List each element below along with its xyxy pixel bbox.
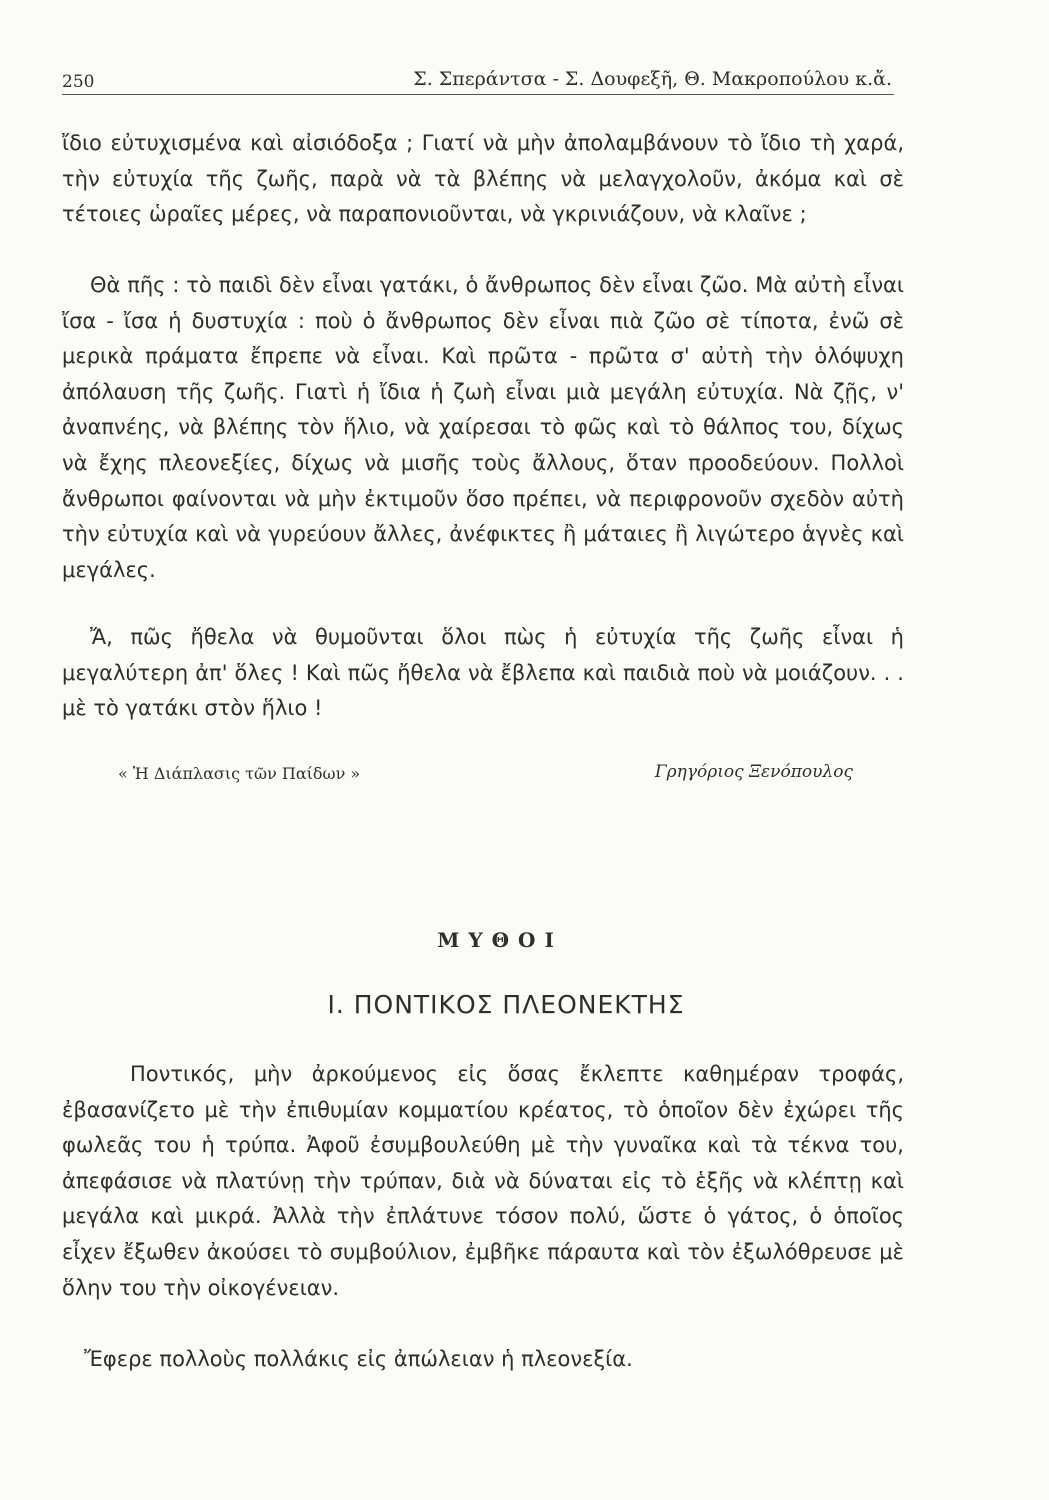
fable-moral: Ἔφερε πολλοὺς πολλάκις εἰς ἀπώλειαν ἡ πλεονεξία.: [84, 1347, 633, 1371]
paragraph-continued: ἴδιο εὐτυχισμένα καὶ αἰσιόδοξα ; Γιατί νὰ μὴν ἀπολαμβάνουν τὸ ἴδιο τὴ χαρά, τὴν εὐτυχία τῆς ζωῆς, παρὰ νὰ τὰ βλέπης νὰ μελαγχολοῦν, ἀκόμα καὶ σὲ τέτοιες ὡραῖες μέρες, νὰ παραπονιοῦνται, νὰ γκρινιάζουν, νὰ κλαῖνε ;: [62, 131, 904, 227]
source-citation: « Ἡ Διάπλασις τῶν Παίδων »: [118, 764, 361, 783]
fable-text: Ποντικός, μὴν ἀρκούμενος εἰς ὅσας ἔκλεπτε καθημέραν τροφάς, ἐβασανίζετο μὲ τὴν ἐπιθυμίαν κομματίου κρέατος, τὸ ὁποῖον δὲν ἐχώρει τῆς φωλεᾶς του ἡ τρύπα. Ἀφοῦ ἐσυμβουλεύθη μὲ τὴν γυναῖκα καὶ τὰ τέκνα του, ἀπεφάσισε νὰ πλατύνῃ τὴν τρύπαν, διὰ νὰ δύναται εἰς τὸ ἑξῆς νὰ κλέπτῃ καὶ μεγάλα καὶ μικρά. Ἀλλὰ τὴν ἐπλάτυνε τόσον πολύ, ὥστε ὁ γάτος, ὁ ὁποῖος εἶχεν ἔξωθεν ἀκούσει τὸ συμβούλιον, ἐμβῆκε πάραυτα καὶ τὸν ἐξωλόθρευσε μὲ ὅλην του τὴν οἰκογένειαν.: [62, 1062, 904, 1300]
paragraph-happiness: Θὰ πῆς : τὸ παιδὶ δὲν εἶναι γατάκι, ὁ ἄνθρωπος δὲν εἶναι ζῶο. Μὰ αὐτὴ εἶναι ἴσα - ἴσα ἡ δυστυχία : ποὺ ὁ ἄνθρωπος δὲν εἶναι πιὰ ζῶο σὲ τίποτα, ἐνῶ σὲ μερικὰ πράματα ἔπρεπε νὰ εἶναι. Καὶ πρῶτα - πρῶτα σ' αὐτὴ τὴν ὁλόψυχη ἀπόλαυση τῆς ζωῆς. Γιατὶ ἡ ἴδια ἡ ζωὴ εἶναι μιὰ μεγάλη εὐτυχία. Νὰ ζῇς, ν' ἀναπνέης, νὰ βλέπης τὸν ἥλιο, νὰ χαίρεσαι τὸ φῶς καὶ τὸ θάλπος του, δίχως νὰ ἔχης πλεονεξίες, δίχως νὰ μισῆς τοὺς ἄλλους, ὅταν προοδεύουν. Πολλοὶ ἄνθρωποι φαίνονται νὰ μὴν ἐκτιμοῦν ὅσο πρέπει, νὰ περιφρονοῦν σχεδὸν αὐτὴ τὴν εὐτυχία καὶ νὰ γυρεύουν ἄλλες, ἀνέφικτες ἢ μάταιες ἢ λιγώτερο ἁγνὲς καὶ μεγάλες.: [62, 273, 904, 582]
story-title: Ι. ΠΟΝΤΙΚΟΣ ΠΛΕΟΝΕΚΤΗΣ: [327, 990, 685, 1019]
page-number: 250: [62, 72, 95, 92]
section-title: ΜΥΘΟΙ: [437, 928, 563, 952]
paragraph-conclusion: Ἄ, πῶς ἤθελα νὰ θυμοῦνται ὅλοι πὼς ἡ εὐτυχία τῆς ζωῆς εἶναι ἡ μεγαλύτερη ἀπ' ὅλες ! Καὶ πῶς ἤθελα νὰ ἔβλεπα καὶ παιδιὰ ποὺ νὰ μοιάζουν. . . μὲ τὸ γατάκι στὸν ἥλιο !: [62, 625, 904, 721]
author-name: Γρηγόριος Ξενόπουλος: [654, 762, 853, 782]
running-head-authors: Σ. Σπεράντσα - Σ. Δουφεξῆ, Θ. Μακροπούλου κ.ἄ.: [413, 68, 892, 90]
running-header: [62, 60, 894, 95]
